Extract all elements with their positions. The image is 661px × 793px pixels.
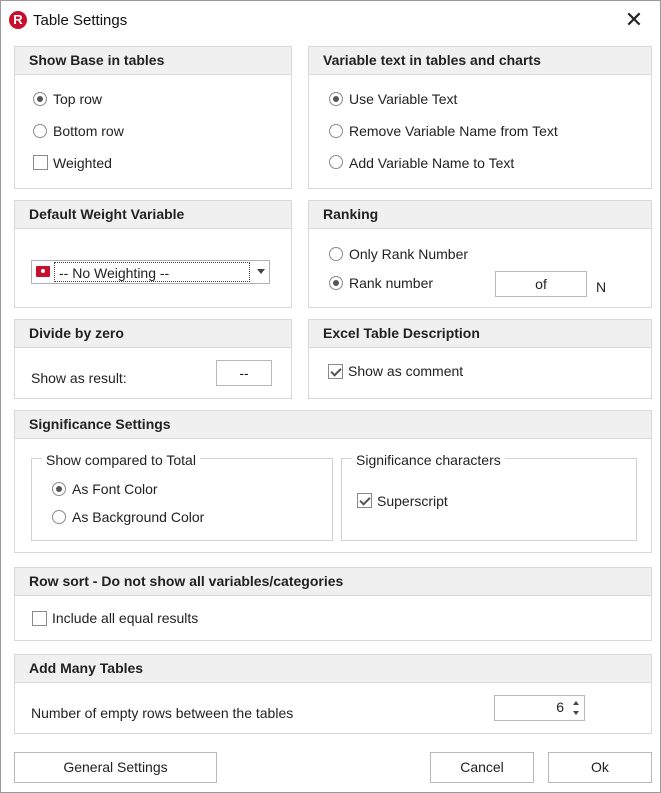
top-row-radio[interactable]: [33, 92, 47, 106]
row-sort-panel: [14, 567, 652, 641]
show-as-comment-checkbox[interactable]: [328, 364, 343, 379]
show-as-comment-label[interactable]: Show as comment: [348, 363, 464, 379]
superscript-label[interactable]: Superscript: [377, 493, 448, 509]
title-bar: [1, 1, 661, 39]
divide-by-zero-input[interactable]: --: [216, 360, 272, 386]
rank-suffix-label: N: [596, 279, 607, 295]
excel-description-panel: [308, 319, 652, 399]
as-font-color-label[interactable]: As Font Color: [72, 481, 158, 497]
rank-number-radio[interactable]: [329, 276, 343, 290]
close-button[interactable]: ✕: [624, 7, 644, 32]
significance-characters-legend: Significance characters: [352, 452, 505, 468]
default-weight-header: Default Weight Variable: [15, 201, 291, 229]
divide-by-zero-header: Divide by zero: [15, 320, 291, 348]
default-weight-panel: [14, 200, 292, 308]
use-variable-text-radio[interactable]: [329, 92, 343, 106]
show-as-result-label: Show as result:: [31, 370, 127, 386]
empty-rows-value: 6: [556, 699, 564, 715]
add-many-tables-header: Add Many Tables: [15, 655, 651, 683]
only-rank-number-label[interactable]: Only Rank Number: [349, 246, 469, 262]
empty-rows-stepper[interactable]: [494, 695, 585, 721]
add-many-tables-panel: [14, 654, 652, 734]
add-variable-name-radio[interactable]: [329, 155, 343, 169]
spin-down-icon[interactable]: [573, 711, 579, 715]
row-sort-header: Row sort - Do not show all variables/categories: [15, 568, 651, 596]
as-background-color-label[interactable]: As Background Color: [72, 509, 205, 525]
ranking-panel: [308, 200, 652, 308]
show-base-panel: [14, 46, 292, 189]
significance-panel: [14, 410, 652, 553]
compared-to-total-legend: Show compared to Total: [42, 452, 200, 468]
superscript-checkbox[interactable]: [357, 493, 372, 508]
rank-number-label[interactable]: Rank number: [349, 275, 434, 291]
bottom-row-label[interactable]: Bottom row: [53, 123, 124, 139]
top-row-label[interactable]: Top row: [53, 91, 103, 107]
app-logo-icon: R: [9, 11, 27, 29]
weight-variable-dropdown[interactable]: [31, 260, 270, 284]
cancel-button[interactable]: Cancel: [430, 752, 534, 783]
as-background-color-radio[interactable]: [52, 510, 66, 524]
bottom-row-radio[interactable]: [33, 124, 47, 138]
variable-text-panel: [308, 46, 652, 189]
window-title: Table Settings: [33, 12, 128, 29]
rank-of-input[interactable]: of: [495, 271, 587, 297]
remove-variable-name-label[interactable]: Remove Variable Name from Text: [349, 123, 558, 139]
use-variable-text-label[interactable]: Use Variable Text: [349, 91, 458, 107]
ok-button[interactable]: Ok: [548, 752, 652, 783]
weight-variable-value: -- No Weighting --: [54, 262, 250, 282]
add-variable-name-label[interactable]: Add Variable Name to Text: [349, 155, 515, 171]
weight-variable-icon: [36, 266, 50, 277]
variable-text-header: Variable text in tables and charts: [309, 47, 651, 75]
show-base-header: Show Base in tables: [15, 47, 291, 75]
weighted-checkbox[interactable]: [33, 155, 48, 170]
chevron-down-icon[interactable]: [257, 269, 265, 274]
weighted-label[interactable]: Weighted: [53, 155, 112, 171]
excel-description-header: Excel Table Description: [309, 320, 651, 348]
ranking-header: Ranking: [309, 201, 651, 229]
significance-header: Significance Settings: [15, 411, 651, 439]
spin-up-icon[interactable]: [573, 701, 579, 705]
remove-variable-name-radio[interactable]: [329, 124, 343, 138]
general-settings-button[interactable]: General Settings: [14, 752, 217, 783]
include-equal-results-checkbox[interactable]: [32, 611, 47, 626]
divide-by-zero-panel: [14, 319, 292, 399]
empty-rows-label: Number of empty rows between the tables: [31, 705, 294, 721]
only-rank-number-radio[interactable]: [329, 247, 343, 261]
compared-to-total-group: [31, 458, 333, 541]
include-equal-results-label[interactable]: Include all equal results: [52, 610, 199, 626]
as-font-color-radio[interactable]: [52, 482, 66, 496]
